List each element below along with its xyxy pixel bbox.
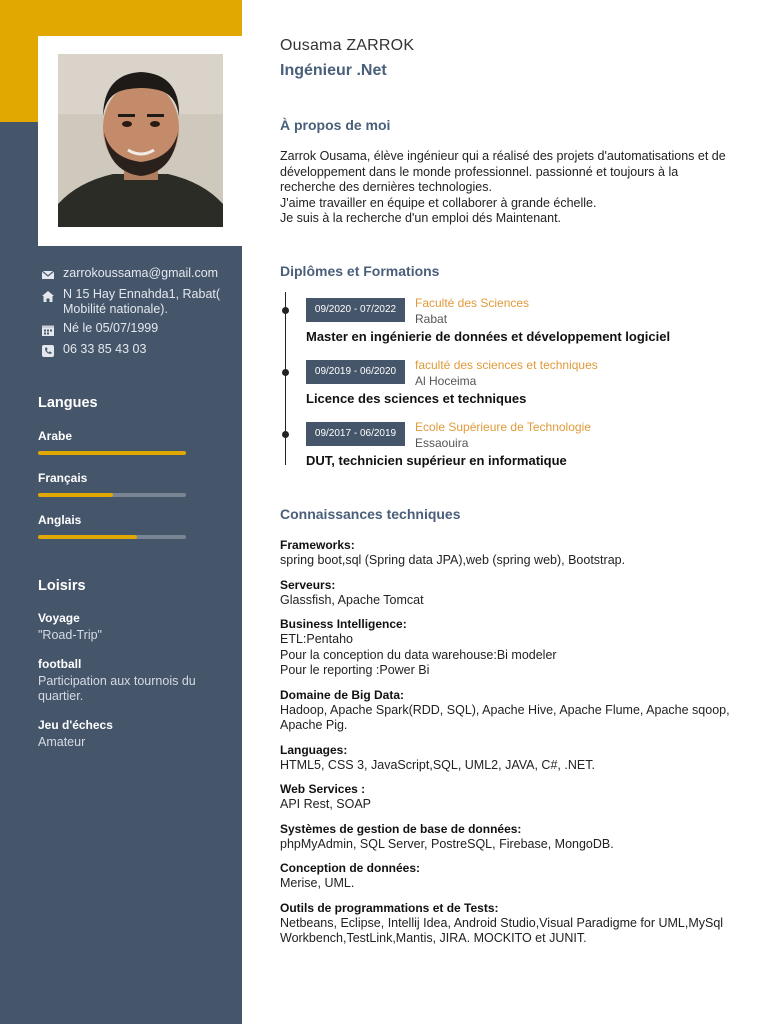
skill-label: Serveurs: bbox=[280, 577, 336, 592]
education-school: Faculté des Sciences bbox=[415, 296, 530, 310]
language-item-arabe bbox=[38, 429, 186, 455]
hobbies-heading: Loisirs bbox=[38, 578, 86, 594]
contact-phone-text: 06 33 85 43 03 bbox=[63, 342, 147, 356]
skills-list bbox=[280, 538, 740, 956]
contact-address bbox=[40, 287, 236, 317]
hobby-item-voyage bbox=[38, 611, 228, 643]
about-line: J'aime travailler en équipe et collaborer à grande échelle. bbox=[280, 195, 597, 210]
language-name: Français bbox=[38, 471, 88, 485]
education-dates: 09/2017 - 06/2019 bbox=[306, 422, 405, 446]
skill-line: phpMyAdmin, SQL Server, PostreSQL, Firebase, MongoDB. bbox=[280, 836, 614, 851]
skill-line: API Rest, SOAP bbox=[280, 797, 372, 811]
education-heading: Diplômes et Formations bbox=[280, 263, 440, 279]
language-item-francais bbox=[38, 471, 186, 497]
education-school: faculté des sciences et techniques bbox=[415, 358, 598, 372]
education-city: Rabat bbox=[415, 312, 448, 326]
about-line: Zarrok Ousama, élève ingénieur qui a réalisé des projets d'automatisations et de développement dans le monde professionnel. passionné et toujours à la recherche des dernières technologies. bbox=[280, 149, 726, 194]
skill-group bbox=[280, 861, 740, 892]
calendar-icon bbox=[40, 322, 56, 338]
skill-group bbox=[280, 743, 740, 774]
language-name: Arabe bbox=[38, 429, 73, 443]
skill-label: Frameworks: bbox=[280, 538, 355, 552]
language-level-bar bbox=[38, 451, 186, 455]
skills-heading: Connaissances techniques bbox=[280, 506, 461, 522]
timeline-dot bbox=[282, 431, 289, 438]
hobby-name: Jeu d'échecs bbox=[38, 718, 113, 732]
hobby-item-football bbox=[38, 657, 228, 704]
languages-heading: Langues bbox=[38, 395, 98, 411]
skill-group bbox=[280, 688, 740, 734]
skill-label: Outils de programmations et de Tests: bbox=[280, 900, 499, 915]
hobby-name: football bbox=[38, 657, 82, 671]
skill-group bbox=[280, 822, 740, 853]
skill-line: Merise, UML. bbox=[280, 876, 355, 890]
hobby-description: "Road-Trip" bbox=[38, 628, 102, 642]
skill-label: Languages: bbox=[280, 742, 348, 757]
person-role: Ingénieur .Net bbox=[280, 62, 387, 79]
education-city: Essaouira bbox=[415, 436, 469, 450]
contact-phone[interactable] bbox=[40, 342, 236, 359]
skill-group bbox=[280, 578, 740, 609]
hobby-item-echecs bbox=[38, 718, 228, 750]
education-degree: Master en ingénierie de données et développement logiciel bbox=[306, 329, 671, 344]
skill-line: Netbeans, Eclipse, Intellij Idea, Android Studio,Visual Paradigme for UML,MySql Workbench,TestLink,Mantis, JIRA. MOCKITO et JUNIT. bbox=[280, 915, 724, 945]
contact-email[interactable] bbox=[40, 266, 236, 283]
contact-list bbox=[40, 266, 236, 363]
skill-line: Glassfish, Apache Tomcat bbox=[280, 592, 424, 607]
person-name: Ousama ZARROK bbox=[280, 37, 415, 54]
contact-birthdate bbox=[40, 321, 236, 338]
language-item-anglais bbox=[38, 513, 186, 539]
photo-frame bbox=[38, 36, 242, 246]
home-icon bbox=[40, 288, 56, 304]
about-text bbox=[280, 149, 730, 227]
hobby-description: Participation aux tournois du quartier. bbox=[38, 674, 196, 703]
contact-email-text: zarrokoussama@gmail.com bbox=[63, 266, 219, 280]
skill-line: Pour le reporting :Power Bi bbox=[280, 663, 430, 677]
skill-line: Pour la conception du data warehouse:Bi modeler bbox=[280, 647, 557, 662]
skill-line: ETL:Pentaho bbox=[280, 632, 353, 646]
skill-label: Systèmes de gestion de base de données: bbox=[280, 821, 522, 836]
skill-group bbox=[280, 538, 740, 569]
language-level-fill bbox=[38, 493, 113, 497]
about-heading: À propos de moi bbox=[280, 117, 391, 133]
phone-icon bbox=[40, 343, 56, 359]
envelope-icon bbox=[40, 267, 56, 283]
language-level-fill bbox=[38, 535, 137, 539]
skill-line: HTML5, CSS 3, JavaScript,SQL, UML2, JAVA, C#, .NET. bbox=[280, 757, 595, 772]
skill-label: Conception de données: bbox=[280, 861, 421, 875]
language-level-fill bbox=[38, 451, 186, 455]
skill-group bbox=[280, 617, 740, 679]
skill-line: spring boot,sql (Spring data JPA),web (spring web), Bootstrap. bbox=[280, 553, 626, 567]
timeline-dot bbox=[282, 369, 289, 376]
about-line: Je suis à la recherche d'un emploi dés Maintenant. bbox=[280, 211, 562, 225]
education-dates: 09/2020 - 07/2022 bbox=[306, 298, 405, 322]
skill-line: Hadoop, Apache Spark(RDD, SQL), Apache Hive, Apache Flume, Apache sqoop, Apache Pig. bbox=[280, 702, 730, 732]
education-city: Al Hoceima bbox=[415, 374, 477, 388]
skill-group bbox=[280, 782, 740, 813]
language-level-bar bbox=[38, 493, 186, 497]
timeline-line bbox=[285, 292, 286, 465]
timeline-dot bbox=[282, 307, 289, 314]
skill-label: Domaine de Big Data: bbox=[280, 687, 405, 702]
skill-group bbox=[280, 901, 740, 947]
language-name: Anglais bbox=[38, 513, 82, 527]
skill-label: Business Intelligence: bbox=[280, 617, 407, 631]
hobby-description: Amateur bbox=[38, 735, 86, 749]
language-level-bar bbox=[38, 535, 186, 539]
education-degree: DUT, technicien supérieur en informatique bbox=[306, 453, 567, 468]
education-dates: 09/2019 - 06/2020 bbox=[306, 360, 405, 384]
profile-photo bbox=[58, 54, 223, 227]
education-school: Ecole Supérieure de Technologie bbox=[415, 420, 591, 434]
hobby-name: Voyage bbox=[38, 611, 80, 625]
education-degree: Licence des sciences et techniques bbox=[306, 391, 527, 406]
skill-label: Web Services : bbox=[280, 782, 366, 796]
contact-birthdate-text: Né le 05/07/1999 bbox=[63, 321, 159, 335]
contact-address-text: N 15 Hay Ennahda1, Rabat( Mobilité nationale). bbox=[63, 287, 221, 316]
